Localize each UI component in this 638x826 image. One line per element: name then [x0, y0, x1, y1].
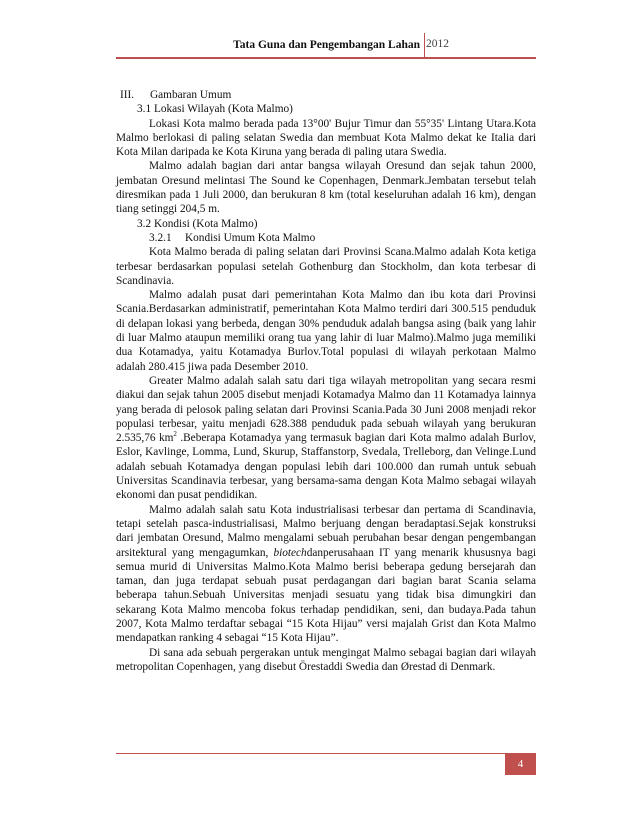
section-heading — [116, 88, 536, 102]
page-number: 4 — [505, 754, 536, 775]
paragraph-location: Lokasi Kota malmo berada pada 13°00' Bujur Timur dan 55°35' Lintang Utara.Kota Malmo berlokasi di paling selatan Swedia dan membuat Kota Malmo dekat ke Italia dari Kota Milan daripada ke Kota Kiruna yang berada di paling utara Swedia. — [116, 117, 536, 159]
italic-term: biotech — [273, 546, 307, 559]
text-span: .Beberapa Kotamadya yang termasuk bagian dari Kota malmo adalah Burlov, Eslor, Kavlinge, Lomma, Lund, Skurup, Staffanstorp, Svedala, Trelleborg, dan Velinge.Lund adalah sebuah Kotamadya dengan populasi lebih dari 100.000 dan rumah untuk sebuah Universitas Scandinavia terbesar, yang bersama-sama dengan Kota Malmo sebagai wilayah ekonomi dan pusat pendidikan. — [116, 432, 536, 502]
header-separator — [424, 33, 425, 57]
page-body — [116, 88, 536, 674]
superscript: 2 — [173, 430, 177, 439]
text-span: Malmo adalah salah satu Kota industrialisasi terbesar dan pertama di Scandinavia, tetapi setelah pasca-industrialisasi, Malmo berjuang dengan beradaptasi.Sejak konstruksi dari jembatan Oresund, Malmo mengalami sebuah perubahan besar dengan pengembangan arsitektural yang mengagumkan, — [116, 503, 536, 559]
subsection-number: 3.2.1 — [149, 231, 172, 244]
subsection-title: Kondisi Umum Kota Malmo — [185, 231, 316, 244]
header-rule — [116, 57, 536, 59]
paragraph-scana: Kota Malmo berada di paling selatan dari Provinsi Scana.Malmo adalah Kota ketiga terbesar berdasarkan populasi setelah Gothenburg dan Stockholm, dan kota terbesar di Scandinavia. — [116, 246, 536, 287]
running-header-year: 2012 — [426, 38, 449, 50]
paragraph-administration: Malmo adalah pusat dari pemerintahan Kota Malmo dan ibu kota dari Provinsi Scania.Berdasarkan administratif, pemerintahan Kota Malmo terdiri dari 300.515 penduduk di delapan lokasi yang berbeda, dengan 30% penduduk adalah bangsa asing (baik yang lahir di luar Malmo ataupun memiliki orang tua yang lahir di luar Malmo).Malmo juga memiliki dua Kotamadya, yaitu Kotamadya Burlov.Total populasi di wilayah perkotaan Malmo adalah 280.415 jiwa pada Desember 2010. — [116, 289, 536, 373]
section-number: III. — [120, 89, 135, 101]
subsection-heading-3-2-1 — [116, 231, 536, 245]
subsection-heading-3-2: 3.2 Kondisi (Kota Malmo) — [137, 217, 258, 230]
footer-rule — [116, 753, 536, 754]
paragraph-oresund: Malmo adalah bagian dari antar bangsa wilayah Oresund dan sejak tahun 2000, jembatan Oresund melintasi The Sound ke Copenhagen, Denmark.Jembatan tersebut telah diresmikan pada 1 Juli 2000, dan berukuran 8 km (total keseluruhan adalah 16 km), dengan tiang setinggi 204,5 m. — [116, 160, 536, 216]
text-span: Greater Malmo adalah salah satu dari tiga wilayah metropolitan yang secara resmi diakui dan sejak tahun 2005 disebut menjadi Kotamadya Malmo dan 11 Kotamadya lainnya yang berada di pelosok paling selatan dari Provinsi Scania.Pada 30 Juni 2008 menjadi rekor populasi terbesar, yaitu menjadi 628.388 penduduk pada sebuah wilayah yang berukuran 2.535,76 km — [116, 374, 536, 445]
running-header-title: Tata Guna dan Pengembangan Lahan — [233, 39, 420, 51]
section-title: Gambaran Umum — [150, 89, 232, 101]
paragraph-copenhagen: Di sana ada sebuah pergerakan untuk mengingat Malmo sebagai bagian dari wilayah metropolitan Copenhagen, yang disebut Örestaddi Swedia dan Ørestad di Denmark. — [116, 646, 536, 673]
text-span: danperusahaan IT yang menarik khususnya bagi semua murid di Universitas Malmo.Kota Malmo berisi beberapa gedung bersejarah dan taman, dan juga terdapat sebuah pusat perdagangan dari bagian barat Scania selama beberapa tahun.Sebuah Universitas menjadi sesuatu yang tidak bisa dimungkiri dan sekarang Kota Malmo mencoba fokus terhadap pendidikan, seni, dan budaya.Pada tahun 2007, Kota Malmo terdaftar sebagai “15 Kota Hijau” versi majalah Grist dan Kota Malmo mendapatkan ranking 4 sebagai “15 Kota Hijau”. — [116, 546, 536, 645]
paragraph-industrialization — [116, 503, 536, 646]
subsection-heading-3-1: 3.1 Lokasi Wilayah (Kota Malmo) — [137, 103, 293, 116]
paragraph-greater-malmo — [116, 374, 536, 503]
